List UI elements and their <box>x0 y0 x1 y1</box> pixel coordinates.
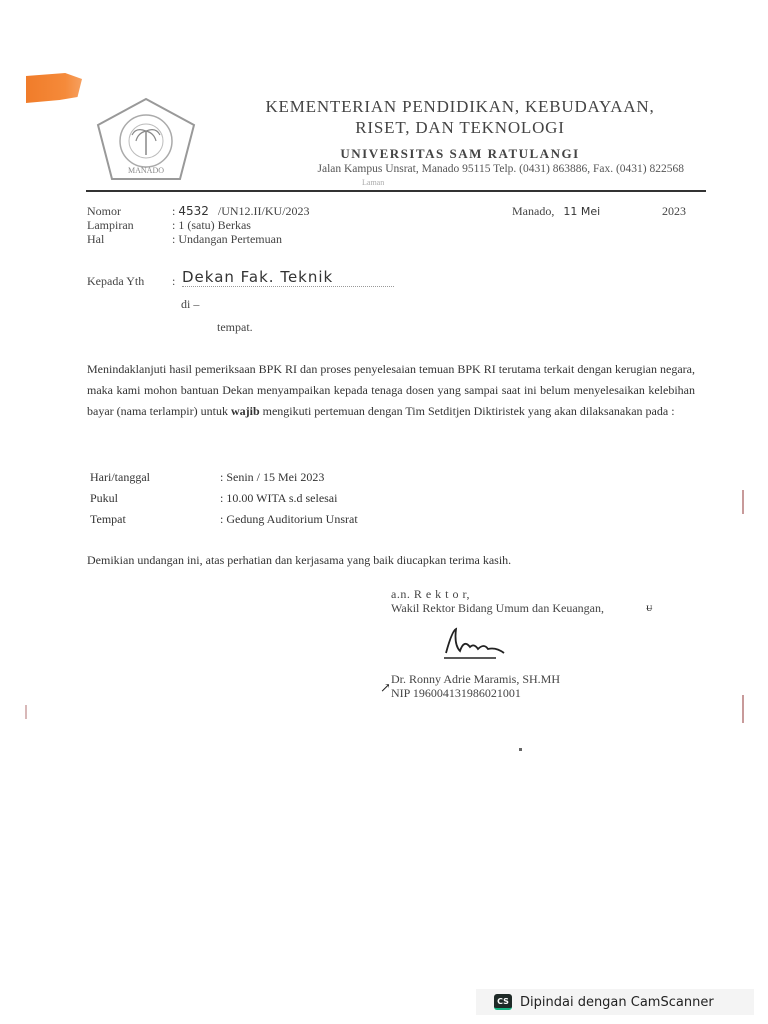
ministry-name-line1: KEMENTERIAN PENDIDIKAN, KEBUDAYAAN, <box>265 97 655 116</box>
detail-label-date: Hari/tanggal <box>90 470 150 484</box>
orange-scan-artifact <box>26 73 82 103</box>
scan-dot <box>519 748 522 751</box>
letter-date <box>512 204 600 219</box>
nomor-label: Nomor <box>87 204 121 218</box>
paragraph-text: Menindaklanjuti hasil pemeriksaan BPK RI dan proses penyelesaian temuan BPK RI terutama terkait dengan kerugian negara, maka kami mohon bantuan Dekan menyampaikan kepada tenaga dosen yang sampai saat ini belum menyelesaikan kelebihan bayar (nama terlampir) untuk <box>87 362 695 418</box>
camscanner-icon: CS <box>494 994 512 1010</box>
paragraph-text: mengikuti pertemuan dengan Tim Setditjen Diktiristek yang akan dilaksanakan pada : <box>259 404 675 418</box>
hal-value: : Undangan Pertemuan <box>172 232 282 246</box>
date-handwritten: 11 Mei <box>563 205 601 218</box>
signature-position: Wakil Rektor Bidang Umum dan Keuangan, <box>391 601 604 615</box>
signatory-name: Dr. Ronny Adrie Maramis, SH.MH <box>391 672 560 686</box>
recipient-di: di – <box>181 297 200 311</box>
detail-value-date: : Senin / 15 Mei 2023 <box>220 470 325 484</box>
website-label: Laman <box>362 178 385 187</box>
ministry-name-line2: RISET, DAN TEKNOLOGI <box>355 118 565 137</box>
nomor-code: /UN12.II/KU/2023 <box>217 204 310 218</box>
handwritten-mark: ↗ <box>380 680 391 695</box>
edge-scan-mark <box>742 695 744 723</box>
camscanner-watermark <box>476 989 754 1015</box>
letterhead-divider <box>86 190 706 192</box>
signatory-nip: NIP 196004131986021001 <box>391 686 521 700</box>
paragraph-bold-word: wajib <box>230 404 260 418</box>
date-place: Manado, <box>512 204 555 218</box>
camscanner-text: Dipindai dengan CamScanner <box>520 994 714 1010</box>
university-address: Jalan Kampus Unsrat, Manado 95115 Telp. (0431) 863886, Fax. (0431) 822568 <box>317 163 684 175</box>
paraf-mark: ᵾ <box>646 600 653 614</box>
closing-sentence: Demikian undangan ini, atas perhatian dan kerjasama yang baik diucapkan terima kasih. <box>87 553 512 567</box>
lampiran-label: Lampiran <box>87 218 134 232</box>
university-name: UNIVERSITAS SAM RATULANGI <box>340 146 580 161</box>
recipient-colon: : <box>172 274 176 288</box>
edge-scan-mark <box>25 705 27 719</box>
lampiran-value: : 1 (satu) Berkas <box>172 218 251 232</box>
handwritten-signature <box>440 625 510 668</box>
detail-label-place: Tempat <box>90 512 126 526</box>
university-logo <box>92 95 200 185</box>
hal-label: Hal <box>87 232 105 246</box>
body-paragraph <box>87 359 695 422</box>
detail-value-time: : 10.00 WITA s.d selesai <box>220 491 338 505</box>
edge-scan-mark <box>742 490 744 514</box>
svg-text:MANADO: MANADO <box>128 166 164 175</box>
date-year: 2023 <box>662 204 686 218</box>
recipient-name-handwritten: Dekan Fak. Teknik <box>182 268 394 287</box>
recipient-label: Kepada Yth <box>87 274 145 288</box>
nomor-value: : 4532 /UN12.II/KU/2023 <box>172 204 310 218</box>
nomor-handwritten: 4532 <box>178 204 209 218</box>
signature-an: a.n. R e k t o r, <box>391 587 471 601</box>
recipient-tempat: tempat. <box>217 320 253 334</box>
detail-label-time: Pukul <box>90 491 119 505</box>
detail-value-place: : Gedung Auditorium Unsrat <box>220 512 358 526</box>
